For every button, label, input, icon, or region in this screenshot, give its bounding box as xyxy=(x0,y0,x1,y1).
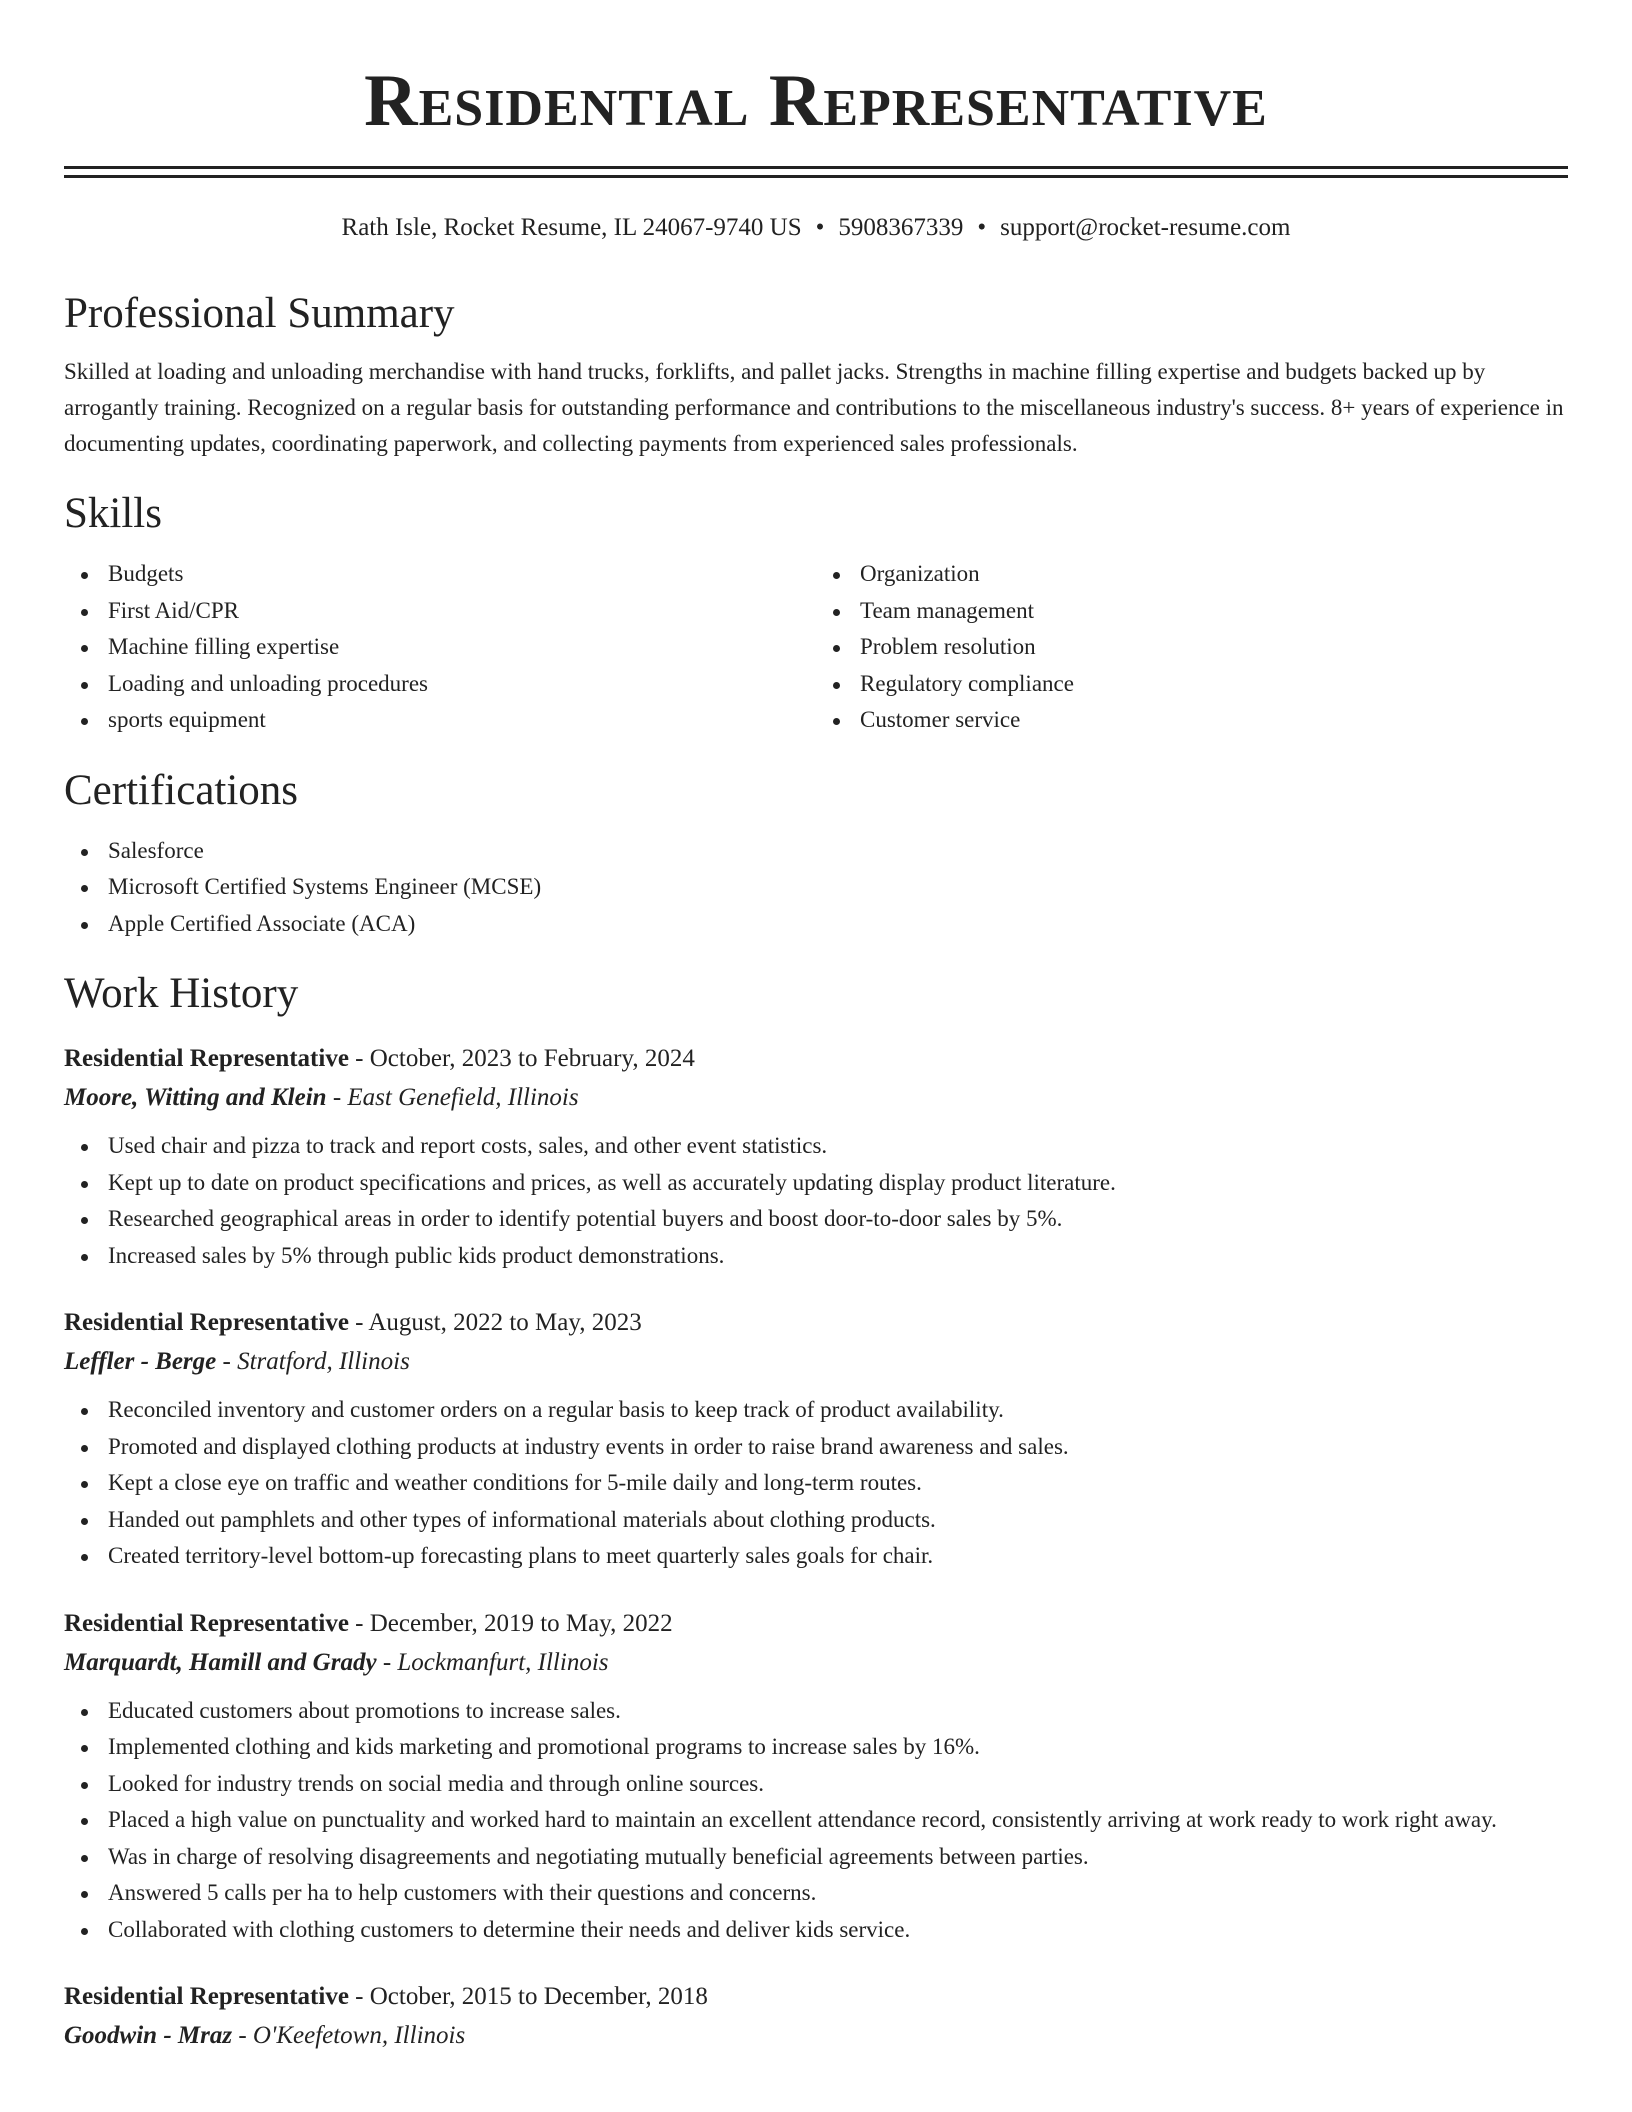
duty-item: Increased sales by 5% through public kids product demonstrations. xyxy=(64,1238,1568,1275)
duty-item: Used chair and pizza to track and report costs, sales, and other event statistics. xyxy=(64,1128,1568,1165)
job-dates: October, 2023 to February, 2024 xyxy=(369,1045,695,1072)
skill-item: Problem resolution xyxy=(816,629,1568,666)
skill-item: Regulatory compliance xyxy=(816,666,1568,703)
job-title: Residential Representative xyxy=(64,1309,349,1336)
job-header: Residential Representative - October, 2023 to February, 2024 xyxy=(64,1045,695,1072)
job-employer: Moore, Witting and Klein - East Genefield, Illinois xyxy=(64,1084,579,1111)
job-duties xyxy=(64,1693,1568,1949)
job-entry xyxy=(64,1978,1568,2056)
header-divider-top xyxy=(64,166,1568,169)
skills-column-left xyxy=(64,556,816,739)
job-entry xyxy=(64,1040,1568,1274)
job-dates: August, 2022 to May, 2023 xyxy=(368,1309,642,1336)
job-duties xyxy=(64,1128,1568,1274)
duty-item: Implemented clothing and kids marketing and promotional programs to increase sales by 16%. xyxy=(64,1729,1568,1766)
duty-item: Was in charge of resolving disagreements and negotiating mutually beneficial agreements between parties. xyxy=(64,1839,1568,1876)
duty-item: Answered 5 calls per ha to help customers with their questions and concerns. xyxy=(64,1875,1568,1912)
job-location: Lockmanfurt, Illinois xyxy=(397,1648,609,1676)
duty-item: Handed out pamphlets and other types of informational materials about clothing products. xyxy=(64,1502,1568,1539)
company-name: Marquardt, Hamill and Grady xyxy=(64,1648,377,1676)
job-location: East Genefield, Illinois xyxy=(347,1084,579,1111)
skills-heading: Skills xyxy=(64,490,162,537)
duty-item: Educated customers about promotions to increase sales. xyxy=(64,1693,1568,1730)
job-entry xyxy=(64,1605,1568,1949)
contact-address: Rath Isle, Rocket Resume, IL 24067-9740 US xyxy=(341,214,802,241)
duty-item: Looked for industry trends on social media and through online sources. xyxy=(64,1766,1568,1803)
contact-separator: • xyxy=(815,214,825,241)
job-title: Residential Representative xyxy=(64,1983,349,2010)
job-duties xyxy=(64,1392,1568,1575)
company-name: Leffler - Berge xyxy=(64,1348,217,1375)
job-dates: October, 2015 to December, 2018 xyxy=(369,1983,708,2010)
skill-item: First Aid/CPR xyxy=(64,593,816,630)
duty-item: Placed a high value on punctuality and worked hard to maintain an excellent attendance record, consistently arriving at work ready to work right away. xyxy=(64,1802,1568,1839)
job-employer: Goodwin - Mraz - O'Keefetown, Illinois xyxy=(64,2022,466,2049)
job-employer: Marquardt, Hamill and Grady - Lockmanfurt, Illinois xyxy=(64,1648,609,1676)
certifications-heading: Certifications xyxy=(64,766,299,814)
skill-item: Machine filling expertise xyxy=(64,629,816,666)
duty-item: Collaborated with clothing customers to determine their needs and deliver kids service. xyxy=(64,1912,1568,1949)
job-location: O'Keefetown, Illinois xyxy=(252,2022,466,2049)
duty-item: Reconciled inventory and customer orders on a regular basis to keep track of product availability. xyxy=(64,1392,1568,1429)
skill-item: Organization xyxy=(816,556,1568,593)
job-title: Residential Representative xyxy=(64,1609,349,1637)
job-header: Residential Representative - December, 2019 to May, 2022 xyxy=(64,1609,673,1637)
company-name: Moore, Witting and Klein xyxy=(64,1084,327,1111)
duty-item: Kept up to date on product specifications and prices, as well as accurately updating display product literature. xyxy=(64,1165,1568,1202)
job-entry xyxy=(64,1304,1568,1575)
duty-item: Researched geographical areas in order to identify potential buyers and boost door-to-door sales by 5%. xyxy=(64,1201,1568,1238)
duty-item: Promoted and displayed clothing products at industry events in order to raise brand awareness and sales. xyxy=(64,1429,1568,1466)
skills-column-right xyxy=(816,556,1568,739)
job-header: Residential Representative - October, 2015 to December, 2018 xyxy=(64,1983,708,2010)
skill-item: sports equipment xyxy=(64,702,816,739)
duty-item: Created territory-level bottom-up forecasting plans to meet quarterly sales goals for chair. xyxy=(64,1538,1568,1575)
skills-grid xyxy=(64,556,1568,739)
skill-item: Loading and unloading procedures xyxy=(64,666,816,703)
contact-line xyxy=(64,212,1568,244)
job-dates: December, 2019 to May, 2022 xyxy=(369,1609,673,1637)
summary-heading: Professional Summary xyxy=(64,290,455,337)
job-title: Residential Representative xyxy=(64,1045,349,1072)
job-location: Stratford, Illinois xyxy=(237,1348,410,1375)
company-name: Goodwin - Mraz xyxy=(64,2022,233,2049)
contact-separator: • xyxy=(977,214,987,241)
certification-item: Salesforce xyxy=(64,833,1568,870)
certification-item: Apple Certified Associate (ACA) xyxy=(64,906,1568,943)
skill-item: Team management xyxy=(816,593,1568,630)
job-employer: Leffler - Berge - Stratford, Illinois xyxy=(64,1348,410,1375)
certifications-list xyxy=(64,833,1568,943)
job-header: Residential Representative - August, 2022 to May, 2023 xyxy=(64,1309,642,1336)
candidate-name: Residential Representative xyxy=(364,60,1268,142)
work-history-heading: Work History xyxy=(64,970,299,1017)
contact-email: support@rocket-resume.com xyxy=(1000,214,1291,241)
contact-phone: 5908367339 xyxy=(838,214,964,241)
skill-item: Budgets xyxy=(64,556,816,593)
certification-item: Microsoft Certified Systems Engineer (MCSE) xyxy=(64,869,1568,906)
summary-text: Skilled at loading and unloading merchandise with hand trucks, forklifts, and pallet jacks. Strengths in machine filling expertise and budgets backed up by arrogantly training. Recognized on a regular basis for outstanding performance and contributions to the miscellaneous industry's success. 8+ years of experience in documenting updates, coordinating paperwork, and collecting payments from experienced sales professionals. xyxy=(64,359,1564,456)
header-divider-bottom xyxy=(64,175,1568,178)
skill-item: Customer service xyxy=(816,702,1568,739)
duty-item: Kept a close eye on traffic and weather conditions for 5-mile daily and long-term routes. xyxy=(64,1465,1568,1502)
